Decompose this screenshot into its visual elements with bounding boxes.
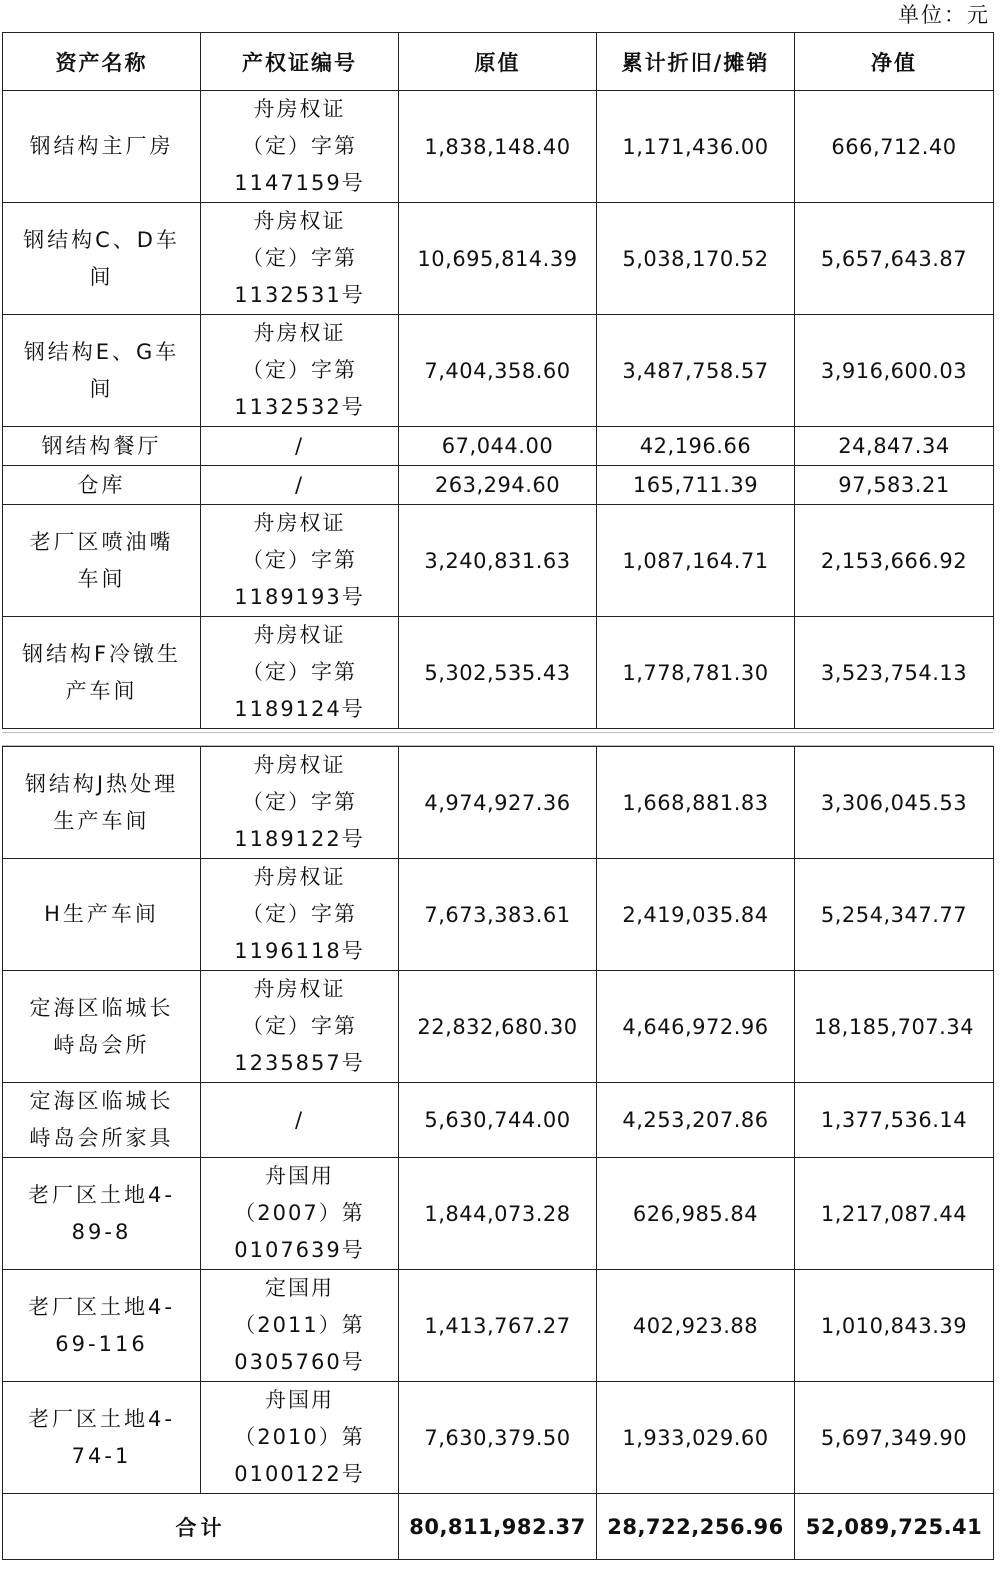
total-net-value: 52,089,725.41 (795, 1494, 994, 1560)
net-value-cell: 5,254,347.77 (795, 859, 994, 971)
cert-number-line: 0107639号 (234, 1238, 365, 1262)
table-row (3, 466, 994, 505)
cert-number-line: 0305760号 (234, 1350, 365, 1374)
original-value-cell: 7,404,358.60 (399, 315, 597, 427)
depreciation-cell: 1,171,436.00 (597, 91, 795, 203)
cert-number-line: 舟房权证 (253, 97, 346, 121)
table-row (3, 971, 994, 1083)
asset-name-line: H生产车间 (44, 902, 159, 926)
asset-name-line: 老厂区土地4- (28, 1406, 175, 1431)
asset-name-cell (3, 315, 201, 427)
original-value-cell: 7,630,379.50 (399, 1382, 597, 1494)
cert-number-line: （定）字第 (242, 1014, 357, 1038)
asset-name-line: 老厂区土地4- (28, 1294, 175, 1319)
total-original-value: 80,811,982.37 (399, 1494, 597, 1560)
cert-number-cell (201, 971, 399, 1083)
original-value-cell: 5,302,535.43 (399, 617, 597, 729)
cert-number-line: / (294, 1107, 305, 1132)
cert-number-line: 舟房权证 (253, 209, 346, 233)
asset-name-line: 89-8 (71, 1219, 132, 1244)
table-row (3, 747, 994, 859)
table-row (3, 505, 994, 617)
cert-number-line: 1147159号 (234, 171, 365, 195)
total-depreciation: 28,722,256.96 (597, 1494, 795, 1560)
original-value-cell: 22,832,680.30 (399, 971, 597, 1083)
depreciation-cell: 165,711.39 (597, 466, 795, 505)
asset-name-line: 定海区临城长 (29, 1089, 174, 1113)
asset-name-line: 69-116 (55, 1331, 148, 1356)
net-value-cell: 97,583.21 (795, 466, 994, 505)
asset-name-cell (3, 505, 201, 617)
original-value-cell: 4,974,927.36 (399, 747, 597, 859)
original-value-cell: 5,630,744.00 (399, 1083, 597, 1158)
depreciation-cell: 626,985.84 (597, 1158, 795, 1270)
unit-label: 单位：元 (898, 3, 990, 27)
header-original-value: 原值 (399, 33, 597, 91)
cert-number-line: （定）字第 (242, 246, 357, 270)
net-value-cell: 5,697,349.90 (795, 1382, 994, 1494)
asset-name-cell (3, 1270, 201, 1382)
header-net-value: 净值 (795, 33, 994, 91)
cert-number-cell (201, 747, 399, 859)
asset-name-cell (3, 427, 201, 466)
original-value-cell: 10,695,814.39 (399, 203, 597, 315)
depreciation-cell: 2,419,035.84 (597, 859, 795, 971)
asset-table-part2 (2, 746, 994, 1560)
original-value-cell: 1,413,767.27 (399, 1270, 597, 1382)
asset-name-line: 峙岛会所 (53, 1032, 150, 1057)
depreciation-cell: 3,487,758.57 (597, 315, 795, 427)
cert-number-line: （定）字第 (242, 790, 357, 814)
cert-number-line: / (294, 433, 305, 458)
cert-number-cell (201, 427, 399, 466)
cert-number-cell (201, 466, 399, 505)
asset-name-line: 钢结构J热处理 (24, 771, 179, 796)
cert-number-line: （定）字第 (242, 548, 357, 572)
table-row (3, 859, 994, 971)
table-row (3, 427, 994, 466)
net-value-cell: 1,010,843.39 (795, 1270, 994, 1382)
asset-name-cell (3, 859, 201, 971)
original-value-cell: 1,838,148.40 (399, 91, 597, 203)
table-row (3, 1382, 994, 1494)
asset-name-cell (3, 91, 201, 203)
cert-number-cell (201, 203, 399, 315)
depreciation-cell: 402,923.88 (597, 1270, 795, 1382)
asset-name-line: 钢结构餐厅 (41, 433, 162, 458)
table-row (3, 203, 994, 315)
original-value-cell: 263,294.60 (399, 466, 597, 505)
asset-name-cell (3, 466, 201, 505)
table-row (3, 1158, 994, 1270)
cert-number-line: 1189124号 (234, 697, 365, 721)
cert-number-line: （定）字第 (242, 134, 357, 158)
asset-name-cell (3, 203, 201, 315)
net-value-cell: 18,185,707.34 (795, 971, 994, 1083)
asset-name-line: 产车间 (65, 678, 138, 703)
header-asset-name: 资产名称 (3, 33, 201, 91)
asset-name-line: 老厂区喷油嘴 (29, 529, 174, 554)
depreciation-cell: 1,668,881.83 (597, 747, 795, 859)
original-value-cell: 1,844,073.28 (399, 1158, 597, 1270)
cert-number-line: 1189122号 (234, 827, 365, 851)
depreciation-cell: 42,196.66 (597, 427, 795, 466)
net-value-cell: 3,306,045.53 (795, 747, 994, 859)
net-value-cell: 24,847.34 (795, 427, 994, 466)
net-value-cell: 1,377,536.14 (795, 1083, 994, 1158)
cert-number-line: 定国用 (265, 1276, 334, 1300)
cert-number-line: 舟房权证 (253, 753, 346, 777)
cert-number-cell (201, 1270, 399, 1382)
cert-number-line: 舟房权证 (253, 511, 346, 535)
asset-name-line: 车间 (77, 566, 126, 591)
table-row (3, 91, 994, 203)
depreciation-cell: 4,253,207.86 (597, 1083, 795, 1158)
asset-name-line: 钢结构主厂房 (29, 134, 174, 158)
total-row (3, 1494, 994, 1560)
depreciation-cell: 1,087,164.71 (597, 505, 795, 617)
net-value-cell: 2,153,666.92 (795, 505, 994, 617)
cert-number-line: （定）字第 (242, 902, 357, 926)
cert-number-line: 1132531号 (234, 283, 365, 307)
table-row (3, 617, 994, 729)
net-value-cell: 5,657,643.87 (795, 203, 994, 315)
net-value-cell: 1,217,087.44 (795, 1158, 994, 1270)
asset-name-line: 峙岛会所家具 (29, 1126, 174, 1150)
cert-number-line: 1189193号 (234, 585, 365, 609)
cert-number-cell (201, 505, 399, 617)
asset-name-line: 定海区临城长 (29, 995, 174, 1020)
asset-name-cell (3, 747, 201, 859)
cert-number-cell (201, 1158, 399, 1270)
asset-name-cell (3, 1083, 201, 1158)
cert-number-cell (201, 315, 399, 427)
cert-number-line: 舟房权证 (253, 321, 346, 345)
table-header-row (3, 33, 994, 91)
original-value-cell: 3,240,831.63 (399, 505, 597, 617)
cert-number-line: （定）字第 (242, 358, 357, 382)
asset-name-line: 74-1 (71, 1443, 132, 1468)
net-value-cell: 3,523,754.13 (795, 617, 994, 729)
cert-number-cell (201, 91, 399, 203)
asset-name-cell (3, 1382, 201, 1494)
depreciation-cell: 4,646,972.96 (597, 971, 795, 1083)
asset-name-line: 钢结构F冷镦生 (21, 641, 182, 666)
cert-number-line: 舟房权证 (253, 977, 346, 1001)
cert-number-line: （定）字第 (242, 660, 357, 684)
total-label: 合计 (3, 1494, 399, 1560)
cert-number-line: / (294, 472, 305, 497)
cert-number-line: 1196118号 (234, 939, 365, 963)
asset-name-line: 生产车间 (53, 808, 150, 833)
asset-name-cell (3, 1158, 201, 1270)
net-value-cell: 3,916,600.03 (795, 315, 994, 427)
asset-name-line: 老厂区土地4- (28, 1182, 175, 1207)
page-break-gap (2, 732, 993, 746)
cert-number-line: 1132532号 (234, 395, 365, 419)
cert-number-line: （2011）第 (234, 1313, 365, 1337)
cert-number-cell (201, 859, 399, 971)
header-cert-number: 产权证编号 (201, 33, 399, 91)
cert-number-line: 舟国用 (265, 1164, 334, 1188)
table-row (3, 1083, 994, 1158)
asset-name-line: 钢结构C、D车 (23, 227, 180, 252)
cert-number-line: 1235857号 (234, 1051, 365, 1075)
cert-number-cell (201, 1382, 399, 1494)
cert-number-line: 0100122号 (234, 1462, 365, 1486)
cert-number-line: 舟国用 (265, 1388, 334, 1412)
cert-number-cell (201, 617, 399, 729)
cert-number-line: （2010）第 (234, 1425, 365, 1449)
asset-table-part1 (2, 32, 994, 729)
cert-number-line: 舟房权证 (253, 865, 346, 889)
depreciation-cell: 1,933,029.60 (597, 1382, 795, 1494)
asset-name-line: 间 (89, 376, 114, 401)
header-depreciation: 累计折旧/摊销 (597, 33, 795, 91)
table-row (3, 1270, 994, 1382)
original-value-cell: 67,044.00 (399, 427, 597, 466)
asset-name-cell (3, 617, 201, 729)
cert-number-cell (201, 1083, 399, 1158)
asset-name-line: 仓库 (77, 472, 126, 497)
cert-number-line: 舟房权证 (253, 623, 346, 647)
asset-name-line: 间 (89, 264, 114, 289)
asset-name-line: 钢结构E、G车 (23, 339, 180, 364)
asset-name-cell (3, 971, 201, 1083)
depreciation-cell: 5,038,170.52 (597, 203, 795, 315)
depreciation-cell: 1,778,781.30 (597, 617, 795, 729)
table-row (3, 315, 994, 427)
net-value-cell: 666,712.40 (795, 91, 994, 203)
original-value-cell: 7,673,383.61 (399, 859, 597, 971)
cert-number-line: （2007）第 (234, 1201, 365, 1225)
